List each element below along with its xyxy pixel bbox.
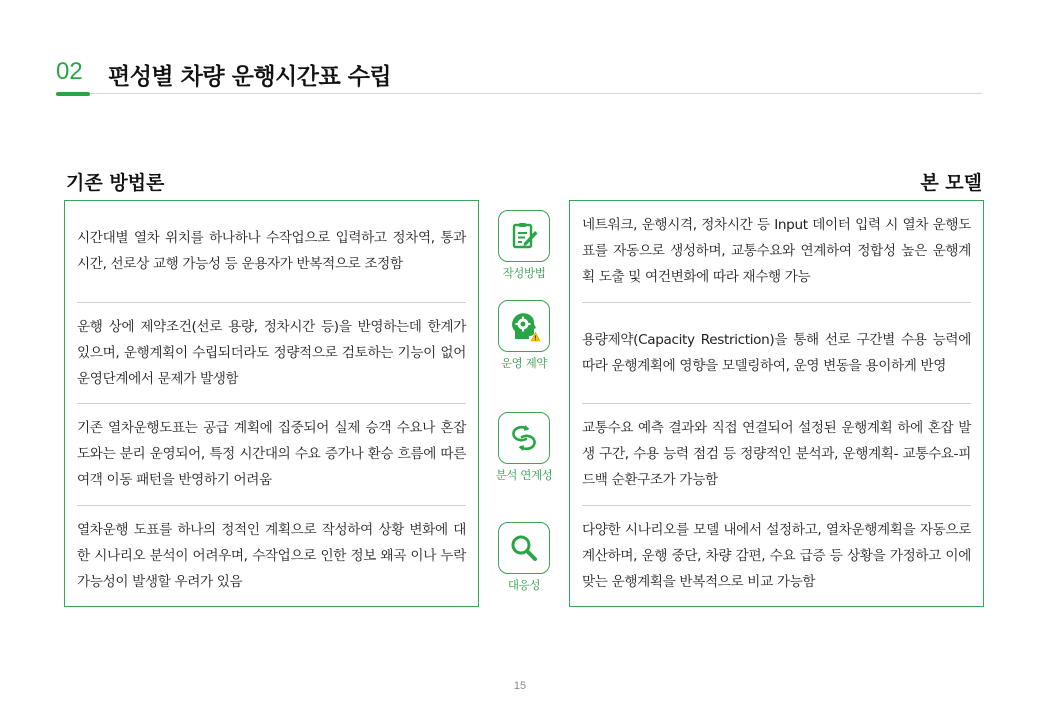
criteria-label: 운영 제약 xyxy=(500,356,548,370)
search-icon xyxy=(498,522,550,574)
existing-method-text: 열차운행 도표를 하나의 정적인 계획으로 작성하여 상황 변화에 대한 시나리오 분석이 어려우며, 수작업으로 인한 정보 왜곡 이나 누락 가능성이 발생할 우려가 있음 xyxy=(77,522,466,591)
gear-head-warning-icon xyxy=(498,300,550,352)
criteria-analysis-linkage xyxy=(484,412,564,483)
list-item xyxy=(582,303,971,405)
page-title: 편성별 차량 운행시간표 수립 xyxy=(108,64,392,90)
proposed-model-text: 네트워크, 운행시격, 정차시간 등 Input 데이터 입력 시 열차 운행도표를 자동으로 생성하며, 교통수요와 연계하여 정합성 높은 운행계획 도출 및 여건변화에 따라 재수행 가능 xyxy=(582,217,971,286)
page-header xyxy=(56,58,982,94)
criteria-label: 대응성 xyxy=(507,578,541,592)
list-item xyxy=(582,201,971,303)
list-item xyxy=(582,404,971,506)
criteria-operating-constraints xyxy=(484,300,564,371)
proposed-model-text: 다양한 시나리오를 모델 내에서 설정하고, 열차운행계획을 자동으로 계산하며, 운행 중단, 차량 감편, 수요 급증 등 상황을 가정하고 이에 맞는 운행계획을 반복적으로 비교 가능함 xyxy=(582,522,971,591)
section-number-underline xyxy=(56,92,90,96)
list-item xyxy=(77,201,466,303)
criteria-writing-method xyxy=(484,210,564,281)
criteria-label: 작성방법 xyxy=(502,266,546,280)
proposed-model-text: 교통수요 예측 결과와 직접 연결되어 설정된 운행계획 하에 혼잡 발생 구간, 수용 능력 점검 등 정량적인 분석과, 운행계획- 교통수요-피드백 순환구조가 가능함 xyxy=(582,420,971,489)
right-section-label: 본 모델 xyxy=(920,172,982,194)
existing-method-text: 시간대별 열차 위치를 하나하나 수작업으로 입력하고 정차역, 통과시간, 선로상 교행 가능성 등 운용자가 반복적으로 조정함 xyxy=(77,230,466,273)
existing-method-text: 기존 열차운행도표는 공급 계획에 집중되어 실제 승객 수요나 혼잡도와는 분리 운영되어, 특정 시간대의 수요 증가나 환승 흐름에 따른 여객 이동 패턴을 반영하기 어려움 xyxy=(77,420,466,489)
left-section-label: 기존 방법론 xyxy=(66,172,165,194)
proposed-model-box xyxy=(569,200,984,607)
edit-document-icon xyxy=(498,210,550,262)
list-item xyxy=(582,506,971,608)
criteria-label: 분석 연계성 xyxy=(495,468,553,482)
comparison-criteria-column xyxy=(484,200,564,607)
proposed-model-text: 용량제약(Capacity Restriction)을 통해 선로 구간별 수용 능력에 따라 운행계획에 영향을 모델링하여, 운영 변동을 용이하게 반영 xyxy=(582,331,971,374)
existing-method-box xyxy=(64,200,479,607)
criteria-responsiveness xyxy=(484,522,564,593)
list-item xyxy=(77,506,466,608)
section-number: 02 xyxy=(56,58,83,85)
page-number: 15 xyxy=(513,680,527,692)
list-item xyxy=(77,404,466,506)
list-item xyxy=(77,303,466,405)
cycle-arrows-icon xyxy=(498,412,550,464)
existing-method-text: 운행 상에 제약조건(선로 용량, 정차시간 등)을 반영하는데 한계가 있으며, 운행계획이 수립되더라도 정량적으로 검토하는 기능이 없어 운영단계에서 문제가 발생함 xyxy=(77,318,466,387)
